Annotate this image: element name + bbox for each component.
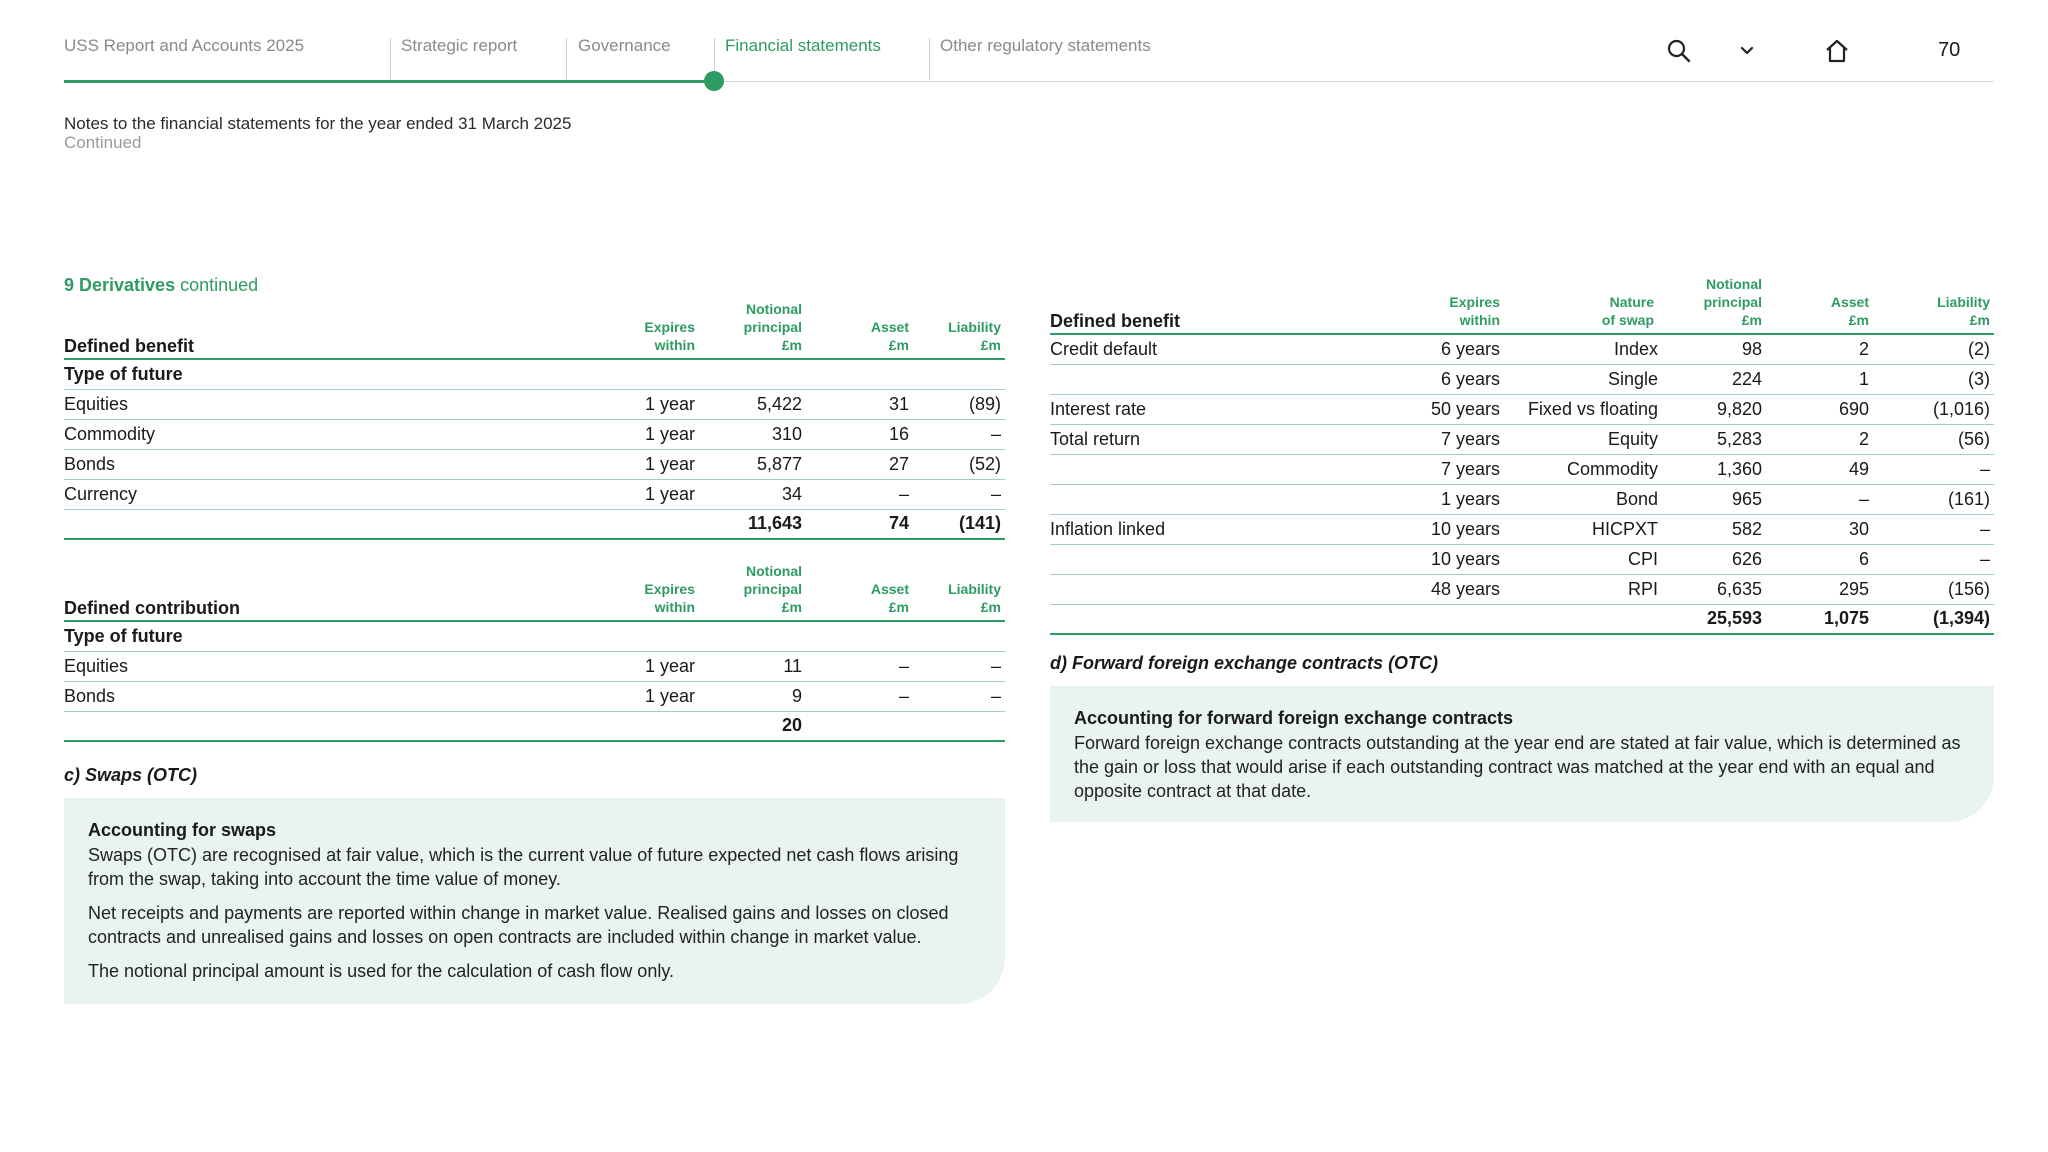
db-futures-table — [64, 300, 1005, 540]
nav-progress-marker — [704, 71, 724, 91]
row-label: Inflation linked — [1050, 518, 1166, 539]
table-row — [1050, 424, 1994, 454]
cell-notional: 1,360 — [1716, 458, 1762, 479]
cell-liability: – — [990, 685, 1001, 706]
cell-nature: HICPXT — [1591, 518, 1658, 539]
cell-expires: 1 year — [644, 685, 695, 706]
nav-divider — [566, 38, 567, 80]
table-total-row — [64, 711, 1005, 741]
table-total-row — [1050, 604, 1994, 634]
table-row — [1050, 484, 1994, 514]
cell-notional: 34 — [781, 483, 802, 504]
nav-item-financial-statements[interactable]: Financial statements — [725, 36, 881, 55]
cell-nature: Commodity — [1566, 458, 1658, 479]
nav-item-governance[interactable]: Governance — [578, 36, 671, 55]
table-row — [1050, 544, 1994, 574]
cell-liability: (52) — [968, 453, 1001, 474]
total-label — [64, 711, 605, 741]
cell-notional: 5,877 — [756, 453, 802, 474]
row-label — [1050, 574, 1340, 604]
type-of-future-label: Type of future — [64, 363, 183, 384]
row-label: Bonds — [64, 453, 116, 474]
total-liability: (141) — [958, 513, 1001, 534]
cell-expires: 6 years — [1440, 368, 1500, 389]
col-notional-header: Notional principal £m — [743, 301, 802, 353]
table-row — [64, 681, 1005, 711]
cell-expires: 1 year — [644, 423, 695, 444]
table-row — [64, 389, 1005, 419]
cell-liability: (161) — [1947, 488, 1990, 509]
cell-asset: 30 — [1848, 518, 1869, 539]
cell-nature: CPI — [1627, 548, 1658, 569]
cell-expires: 1 year — [644, 483, 695, 504]
cell-liability: – — [1979, 548, 1990, 569]
row-label: Bonds — [64, 685, 116, 706]
table-row — [1050, 514, 1994, 544]
cell-notional: 582 — [1731, 518, 1762, 539]
table-label-header: Defined benefit — [1050, 311, 1181, 331]
total-asset — [802, 711, 909, 741]
dc-futures-table — [64, 562, 1005, 742]
search-icon[interactable] — [1664, 36, 1694, 66]
cell-nature: Bond — [1615, 488, 1658, 509]
cell-notional: 5,283 — [1716, 428, 1762, 449]
cell-notional: 965 — [1731, 488, 1762, 509]
table-row — [64, 651, 1005, 681]
chevron-down-icon[interactable] — [1732, 36, 1762, 66]
top-navigation — [64, 0, 1994, 82]
page-title: Notes to the financial statements for the year ended 31 March 2025 — [64, 114, 572, 133]
total-expires — [605, 711, 695, 741]
page-number: 70 — [1938, 39, 1961, 61]
cell-liability: (2) — [1968, 338, 1990, 359]
col-liability-header: Liability £m — [1937, 294, 1990, 328]
cell-asset: – — [1858, 488, 1869, 509]
nav-divider — [390, 38, 391, 80]
cell-asset: – — [898, 685, 909, 706]
col-nature-header: Nature of swap — [1601, 294, 1654, 328]
table-row — [1050, 334, 1994, 364]
cell-nature: Fixed vs floating — [1527, 398, 1658, 419]
total-notional: 11,643 — [747, 513, 802, 534]
col-liability-header: Liability £m — [948, 581, 1001, 615]
nav-divider — [929, 38, 930, 80]
row-label: Total return — [1050, 428, 1141, 449]
fx-box-title: Accounting for forward foreign exchange contracts — [1074, 708, 1514, 728]
cell-notional: 9 — [791, 685, 802, 706]
cell-expires: 10 years — [1430, 518, 1500, 539]
cell-notional: 9,820 — [1716, 398, 1762, 419]
nav-progress-bar — [64, 80, 714, 83]
cell-asset: 16 — [888, 423, 909, 444]
cell-expires: 48 years — [1430, 578, 1500, 599]
row-label: Commodity — [64, 423, 156, 444]
fx-box-paragraph: Forward foreign exchange contracts outstanding at the year end are stated at fair value, which is determined as the gain or loss that would arise if each outstanding contract was matched at the year end with an equal and opposite contract at that date. — [1074, 733, 1961, 801]
table-header-row — [64, 300, 1005, 359]
cell-notional: 626 — [1731, 548, 1762, 569]
cell-nature: RPI — [1627, 578, 1658, 599]
home-icon[interactable] — [1822, 36, 1852, 66]
table-label-header: Defined benefit — [64, 336, 195, 356]
table-row — [64, 419, 1005, 449]
nav-item-report-home[interactable]: USS Report and Accounts 2025 — [64, 36, 305, 55]
row-label: Interest rate — [1050, 398, 1147, 419]
cell-asset: 295 — [1838, 578, 1869, 599]
row-label — [1050, 544, 1340, 574]
col-asset-header: Asset £m — [1830, 294, 1869, 328]
type-of-future-label: Type of future — [64, 625, 183, 646]
table-total-row — [64, 509, 1005, 539]
cell-notional: 11 — [783, 655, 802, 676]
table-row — [1050, 364, 1994, 394]
swaps-box-title: Accounting for swaps — [88, 820, 277, 840]
cell-asset: – — [898, 483, 909, 504]
row-label: Equities — [64, 655, 129, 676]
table-row — [1050, 574, 1994, 604]
row-label: Equities — [64, 393, 129, 414]
table-row — [64, 479, 1005, 509]
cell-notional: 6,635 — [1716, 578, 1762, 599]
total-notional: 20 — [781, 715, 802, 736]
swaps-box-paragraph: Swaps (OTC) are recognised at fair value, which is the current value of future expected net cash flows arising from the swap, taking into account the time value of money. — [88, 845, 959, 889]
row-label — [1050, 454, 1340, 484]
cell-asset: 2 — [1858, 428, 1869, 449]
cell-liability: – — [990, 423, 1001, 444]
cell-expires: 1 year — [644, 453, 695, 474]
cell-expires: 10 years — [1430, 548, 1500, 569]
col-liability-header: Liability £m — [948, 319, 1001, 353]
table-row — [1050, 394, 1994, 424]
table-header-row — [1050, 275, 1994, 334]
table-row — [64, 449, 1005, 479]
row-label — [1050, 484, 1340, 514]
swaps-box-paragraph: Net receipts and payments are reported within change in market value. Realised gains and losses on closed contracts and unrealised gains and losses on open contracts are included within change in market value. — [88, 903, 949, 947]
swaps-accounting-box — [64, 798, 1005, 1004]
cell-asset: 2 — [1858, 338, 1869, 359]
cell-asset: 1 — [1858, 368, 1869, 389]
total-nature — [1500, 604, 1658, 634]
cell-expires: 7 years — [1440, 458, 1500, 479]
cell-liability: – — [990, 483, 1001, 504]
cell-expires: 50 years — [1430, 398, 1500, 419]
cell-asset: 49 — [1848, 458, 1869, 479]
cell-liability: – — [990, 655, 1001, 676]
nav-item-other-regulatory[interactable]: Other regulatory statements — [940, 36, 1151, 55]
col-expires-header: Expires within — [644, 319, 695, 353]
swaps-box-paragraph: The notional principal amount is used for the calculation of cash flow only. — [88, 961, 674, 981]
total-expires — [605, 509, 695, 539]
section-title — [64, 275, 258, 296]
section-number-title: 9 Derivatives — [64, 275, 176, 295]
nav-item-strategic-report[interactable]: Strategic report — [401, 36, 518, 55]
cell-nature: Equity — [1607, 428, 1658, 449]
cell-liability: (1,016) — [1932, 398, 1990, 419]
table-subheader-row — [64, 359, 1005, 389]
row-label: Currency — [64, 483, 138, 504]
cell-nature: Single — [1607, 368, 1658, 389]
total-label — [64, 509, 605, 539]
cell-asset: 27 — [888, 453, 909, 474]
col-notional-header: Notional principal £m — [1703, 276, 1762, 328]
table-header-row — [64, 562, 1005, 621]
cell-liability: (89) — [968, 393, 1001, 414]
cell-expires: 6 years — [1440, 338, 1500, 359]
cell-liability: (156) — [1947, 578, 1990, 599]
cell-liability: (56) — [1957, 428, 1990, 449]
swaps-heading: c) Swaps (OTC) — [64, 765, 198, 785]
total-liability — [909, 711, 1005, 741]
total-liability: (1,394) — [1932, 608, 1990, 629]
cell-expires: 1 year — [644, 655, 695, 676]
cell-expires: 7 years — [1440, 428, 1500, 449]
cell-liability: (3) — [1968, 368, 1990, 389]
cell-notional: 5,422 — [756, 393, 802, 414]
row-label: Credit default — [1050, 338, 1158, 359]
cell-notional: 310 — [771, 423, 802, 444]
col-asset-header: Asset £m — [870, 581, 909, 615]
cell-asset: 31 — [888, 393, 909, 414]
cell-nature: Index — [1613, 338, 1658, 359]
cell-expires: 1 year — [644, 393, 695, 414]
cell-asset: – — [898, 655, 909, 676]
page-subtitle: Continued — [64, 133, 142, 152]
cell-asset: 690 — [1838, 398, 1869, 419]
cell-liability: – — [1979, 518, 1990, 539]
cell-liability: – — [1979, 458, 1990, 479]
table-label-header: Defined contribution — [64, 598, 240, 618]
total-asset: 1,075 — [1823, 608, 1869, 629]
total-asset: 74 — [888, 513, 909, 534]
cell-expires: 1 years — [1440, 488, 1500, 509]
col-asset-header: Asset £m — [870, 319, 909, 353]
table-subheader-row — [64, 621, 1005, 651]
col-notional-header: Notional principal £m — [743, 563, 802, 615]
col-expires-header: Expires within — [644, 581, 695, 615]
fx-heading: d) Forward foreign exchange contracts (OTC) — [1050, 653, 1439, 673]
db-swaps-table — [1050, 275, 1994, 635]
cell-asset: 6 — [1858, 548, 1869, 569]
total-expires — [1340, 604, 1500, 634]
table-row — [1050, 454, 1994, 484]
section-continued: continued — [180, 275, 259, 295]
col-expires-header: Expires within — [1449, 294, 1500, 328]
cell-notional: 224 — [1731, 368, 1762, 389]
row-label — [1050, 364, 1340, 394]
cell-notional: 98 — [1741, 338, 1762, 359]
total-label — [1050, 604, 1340, 634]
fx-accounting-box — [1050, 686, 1994, 822]
total-notional: 25,593 — [1706, 608, 1762, 629]
